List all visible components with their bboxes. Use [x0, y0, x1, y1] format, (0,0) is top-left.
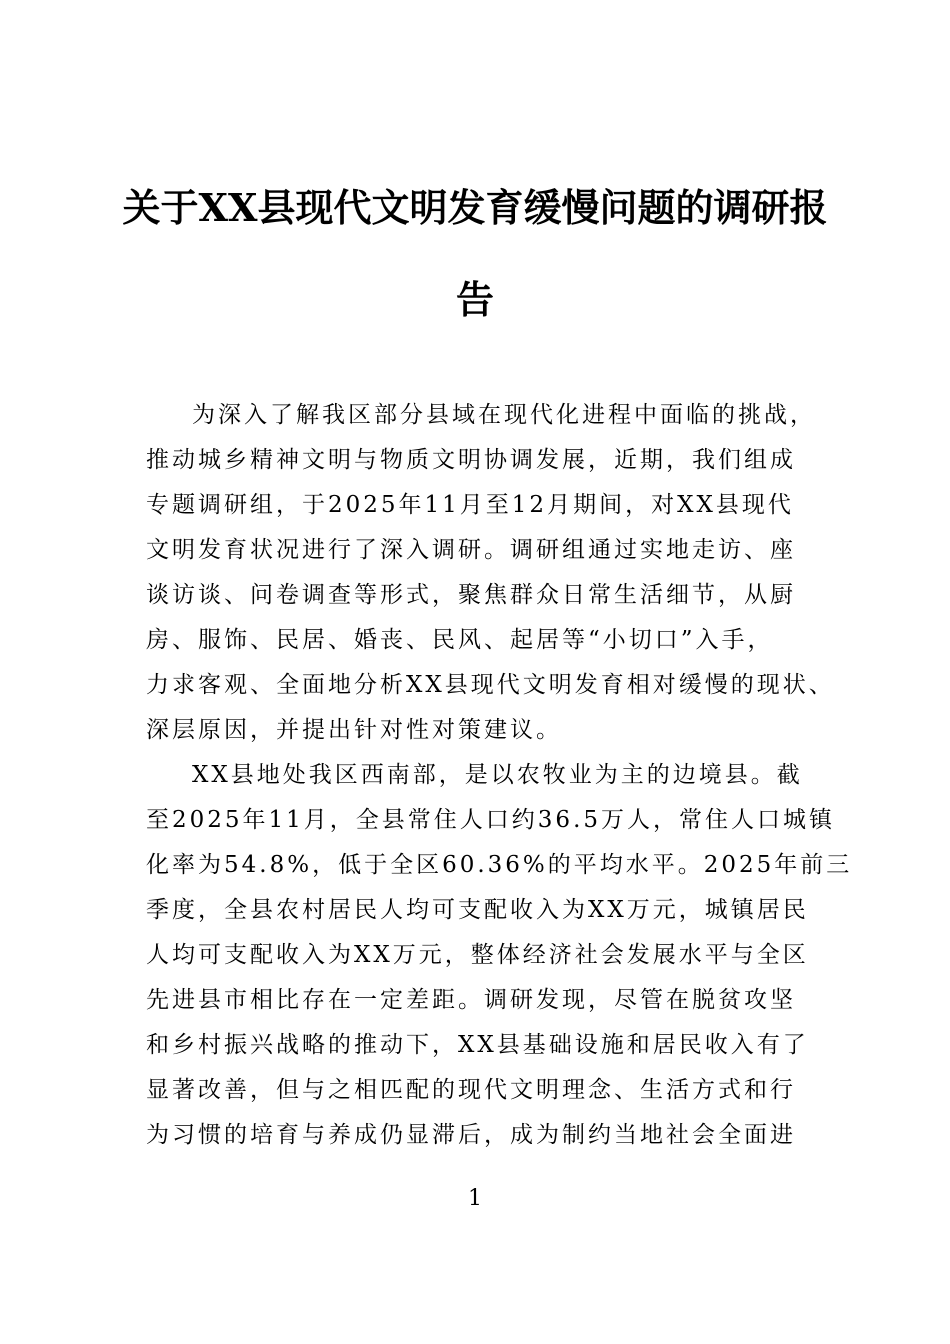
paragraph-1-line-1: 为深入了解我区部分县域在现代化进程中面临的挑战，: [192, 402, 816, 428]
paragraph-1-line-2: 推动城乡精神文明与物质文明协调发展，近期，我们组成: [146, 447, 796, 473]
title-line-1: 关于XX县现代文明发育缓慢问题的调研报: [122, 185, 828, 230]
document-title: [110, 162, 840, 346]
paragraph-1-line-6: 房、服饰、民居、婚丧、民风、起居等“小切口”入手，: [146, 627, 774, 653]
paragraph-2: [146, 753, 853, 1158]
document-body: [146, 393, 853, 1158]
paragraph-1-line-4: 文明发育状况进行了深入调研。调研组通过实地走访、座: [146, 537, 796, 563]
paragraph-2-line-4: 季度，全县农村居民人均可支配收入为XX万元，城镇居民: [146, 897, 809, 923]
paragraph-1: [146, 393, 835, 753]
paragraph-2-line-1: XX县地处我区西南部，是以农牧业为主的边境县。截: [192, 762, 803, 788]
paragraph-1-line-3: 专题调研组，于2025年11月至12月期间，对XX县现代: [146, 492, 794, 518]
paragraph-1-line-7: 力求客观、全面地分析XX县现代文明发育相对缓慢的现状、: [146, 672, 835, 698]
paragraph-2-line-9: 为习惯的培育与养成仍显滞后，成为制约当地社会全面进: [146, 1122, 796, 1148]
paragraph-1-line-5: 谈访谈、问卷调查等形式，聚焦群众日常生活细节，从厨: [146, 582, 796, 608]
paragraph-2-line-3: 化率为54.8%，低于全区60.36%的平均水平。2025年前三: [146, 852, 853, 878]
paragraph-2-line-8: 显著改善，但与之相匹配的现代文明理念、生活方式和行: [146, 1077, 796, 1103]
paragraph-1-line-8: 深层原因，并提出针对性对策建议。: [146, 717, 562, 743]
paragraph-2-line-7: 和乡村振兴战略的推动下，XX县基础设施和居民收入有了: [146, 1032, 809, 1058]
paragraph-2-line-6: 先进县市相比存在一定差距。调研发现，尽管在脱贫攻坚: [146, 987, 796, 1013]
paragraph-2-line-5: 人均可支配收入为XX万元，整体经济社会发展水平与全区: [146, 942, 809, 968]
paragraph-2-line-2: 至2025年11月，全县常住人口约36.5万人，常住人口城镇: [146, 807, 836, 833]
title-line-2: 告: [455, 277, 494, 322]
page-number: 1: [468, 1186, 482, 1211]
